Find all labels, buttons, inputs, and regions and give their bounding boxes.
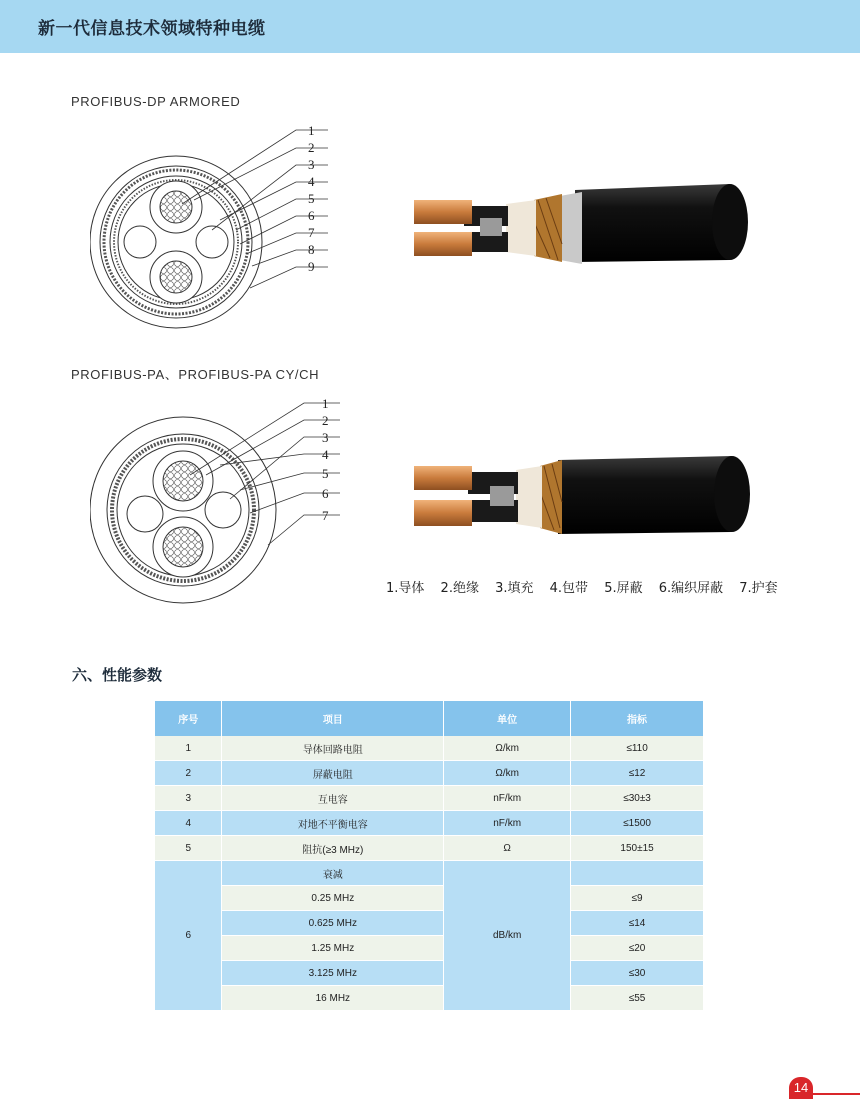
cell-item: 阻抗(≥3 MHz) — [222, 836, 444, 861]
callout-9: 9 — [308, 259, 315, 274]
cell-item: 16 MHz — [222, 986, 444, 1011]
cell-item: 互电容 — [222, 786, 444, 811]
cable2-label: PROFIBUS-PA、PROFIBUS-PA CY/CH — [71, 367, 320, 382]
legend-item: 4.包带 — [549, 581, 589, 596]
cell-item: 3.125 MHz — [222, 961, 444, 986]
callout-5: 5 — [308, 191, 315, 206]
cell-unit: Ω/km — [444, 761, 571, 786]
table-row — [155, 811, 704, 836]
cell-index: 4 — [155, 811, 222, 836]
cell-value: ≤14 — [571, 911, 704, 936]
cable2-photo — [410, 452, 760, 542]
cell-value: ≤110 — [571, 736, 704, 761]
cell-index: 2 — [155, 761, 222, 786]
cell-unit: nF/km — [444, 786, 571, 811]
callout-7: 7 — [308, 225, 315, 240]
cell-item: 0.25 MHz — [222, 886, 444, 911]
callout-4: 4 — [322, 447, 329, 462]
cell-unit: nF/km — [444, 811, 571, 836]
section-title: 六、性能参数 — [72, 666, 163, 684]
table-row — [155, 761, 704, 786]
page-header — [0, 0, 860, 53]
cell-value: ≤20 — [571, 936, 704, 961]
cable1-label: PROFIBUS-DP ARMORED — [71, 94, 241, 109]
cell-item: 1.25 MHz — [222, 936, 444, 961]
legend-item: 3.填充 — [495, 581, 534, 596]
cell-index: 5 — [155, 836, 222, 861]
table-row — [155, 786, 704, 811]
table-row — [155, 886, 704, 911]
callout-3: 3 — [308, 157, 315, 172]
cable1-cross-section — [90, 120, 350, 330]
cell-item: 衰减 — [222, 861, 444, 886]
table-row — [155, 961, 704, 986]
cable1-photo — [410, 182, 760, 272]
callout-5: 5 — [322, 466, 329, 481]
header-index: 序号 — [155, 701, 222, 736]
table-header-row — [155, 701, 704, 736]
callout-1: 1 — [322, 396, 329, 411]
callout-4: 4 — [308, 174, 315, 189]
header-item: 项目 — [222, 701, 444, 736]
cable2-cross-section — [90, 395, 350, 615]
cell-item: 0.625 MHz — [222, 911, 444, 936]
callout-8: 8 — [308, 242, 315, 257]
cell-value: ≤9 — [571, 886, 704, 911]
page-number: 14 — [789, 1077, 813, 1099]
cell-unit: dB/km — [444, 861, 571, 1011]
table-row — [155, 736, 704, 761]
page-number-rule — [813, 1093, 860, 1095]
cell-index: 3 — [155, 786, 222, 811]
performance-table — [155, 701, 704, 1011]
callout-7: 7 — [322, 508, 329, 523]
table-row — [155, 836, 704, 861]
cell-item: 屏蔽电阻 — [222, 761, 444, 786]
table-row — [155, 986, 704, 1011]
table-row — [155, 861, 704, 886]
cell-item: 对地不平衡电容 — [222, 811, 444, 836]
callout-3: 3 — [322, 430, 329, 445]
legend-item: 5.屏蔽 — [604, 581, 643, 596]
cell-unit: Ω — [444, 836, 571, 861]
callout-1: 1 — [308, 123, 315, 138]
legend-item: 7.护套 — [739, 581, 778, 596]
page-title: 新一代信息技术领域特种电缆 — [38, 19, 266, 39]
legend-item: 2.绝缘 — [440, 581, 479, 596]
callout-6: 6 — [322, 486, 329, 501]
callout-2: 2 — [322, 413, 329, 428]
header-value: 指标 — [571, 701, 704, 736]
cell-index: 6 — [155, 861, 222, 1011]
table-row — [155, 911, 704, 936]
cell-unit: Ω/km — [444, 736, 571, 761]
header-unit: 单位 — [444, 701, 571, 736]
table-row — [155, 936, 704, 961]
callout-6: 6 — [308, 208, 315, 223]
cell-value: 150±15 — [571, 836, 704, 861]
cell-value: ≤55 — [571, 986, 704, 1011]
cell-value — [571, 861, 704, 886]
cell-index: 1 — [155, 736, 222, 761]
cell-item: 导体回路电阻 — [222, 736, 444, 761]
component-legend — [386, 577, 790, 596]
legend-item: 6.编织屏蔽 — [658, 581, 724, 596]
cell-value: ≤30±3 — [571, 786, 704, 811]
legend-item: 1.导体 — [386, 581, 425, 596]
cell-value: ≤30 — [571, 961, 704, 986]
callout-2: 2 — [308, 140, 315, 155]
cell-value: ≤12 — [571, 761, 704, 786]
cell-value: ≤1500 — [571, 811, 704, 836]
